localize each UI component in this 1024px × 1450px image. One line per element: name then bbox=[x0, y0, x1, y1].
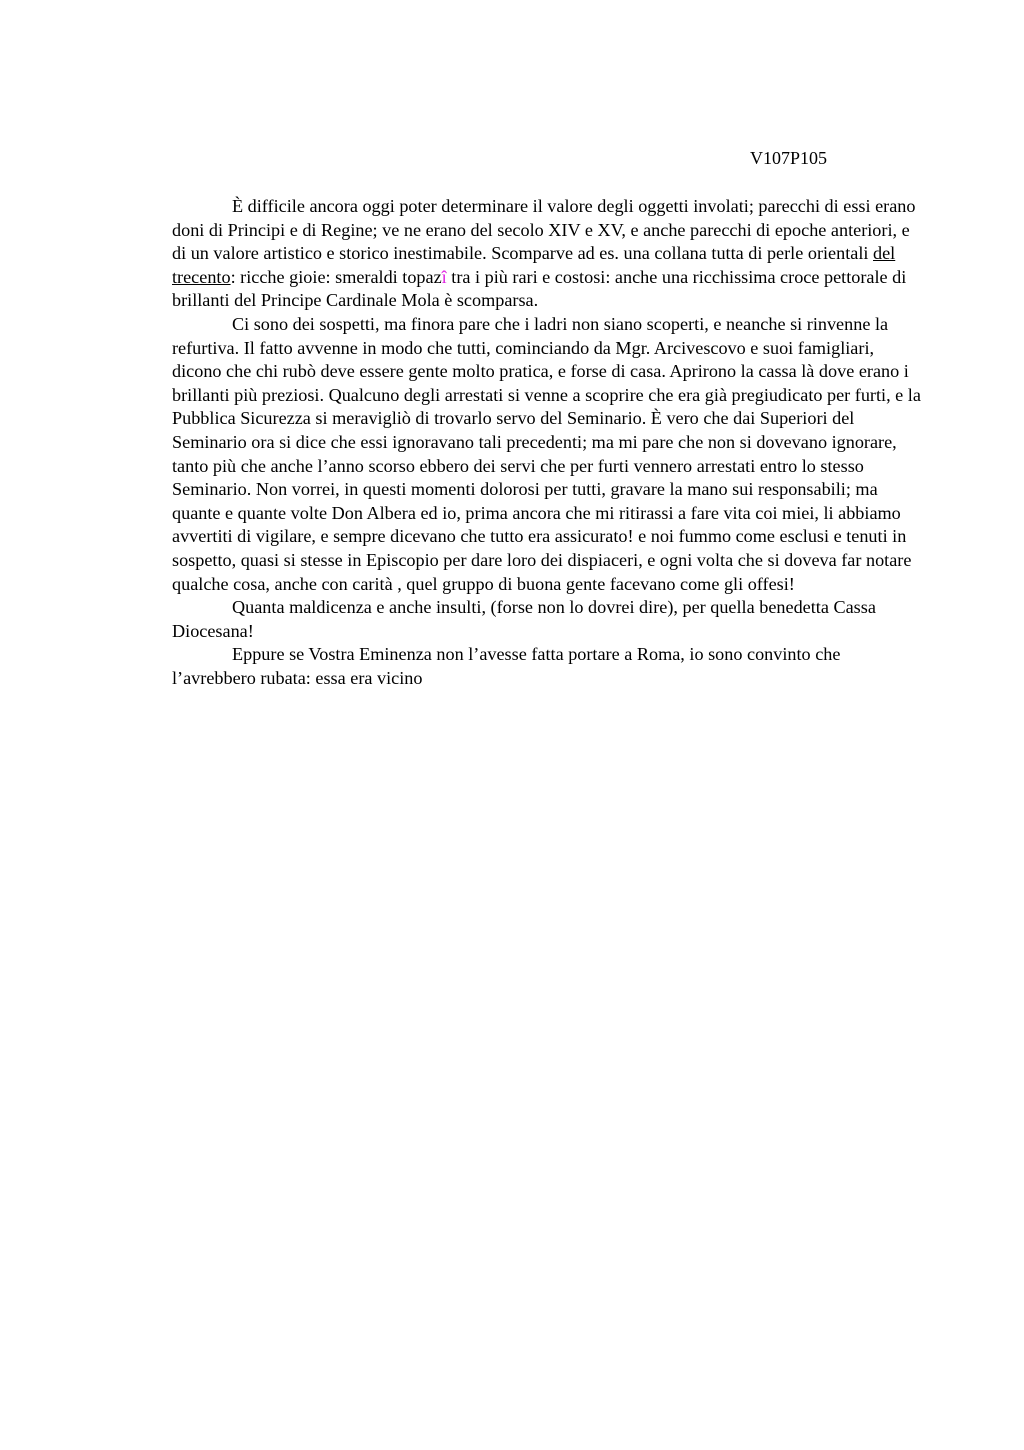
paragraph-2: Ci sono dei sospetti, ma finora pare che i ladri non siano scoperti, e neanche si rinvenne la refurtiva. Il fatto avvenne in modo che tutti, cominciando da Mgr. Arcivescovo e suoi famigliari, dicono che chi rubò deve essere gente molto pratica, e forse di casa. Aprirono la cassa là dove erano i brillanti più preziosi. Qualcuno degli arrestati si venne a scoprire che era già pregiudicato per furti, e la Pubblica Sicurezza si meravigliò di trovarlo servo del Seminario. È vero che dai Superiori del Seminario ora si dice che essi ignoravano tali precedenti; ma mi pare che non si dovevano ignorare, tanto più che anche l’anno scorso ebbero dei servi che per furti vennero arrestati entro lo stesso Seminario. Non vorrei, in questi momenti dolorosi per tutti, gravare la mano sui responsabili; ma quante e quante volte Don Albera ed io, prima ancora che mi ritirassi a fare vita coi miei, li abbiamo avvertiti di vigilare, e sempre dicevano che tutto era assicurato! e noi fummo come esclusi e tenuti in sospetto, quasi si stesse in Episcopio per dare loro dei dispiaceri, e ogni volta che si doveva far notare qualche cosa, anche con carità , quel gruppo di buona gente facevano come gli offesi! bbox=[172, 313, 921, 594]
highlighted-character: î bbox=[441, 266, 447, 287]
paragraph-1-text-middle: : ricche gioie: smeraldi topaz bbox=[230, 266, 442, 287]
paragraph-4: Eppure se Vostra Eminenza non l’avesse fatta portare a Roma, io sono convinto che l’avrebbero rubata: essa era vicino bbox=[172, 644, 841, 688]
paragraph-1-text-end: tra i più rari e costosi: anche una ricchissima croce pettorale di brillanti del Principe Cardinale Mola è scomparsa. bbox=[172, 266, 907, 311]
letter-body bbox=[172, 195, 928, 690]
page-reference: V107P105 bbox=[750, 148, 828, 168]
paragraph-1-text-start: È difficile ancora oggi poter determinare il valore degli oggetti involati; parecchi di essi erano doni di Principi e di Regine; ve ne erano del secolo XIV e XV, e anche parecchi di epoche anteriori, e di un valore artistico e storico inestimabile. Scomparve ad es. una collana tutta di perle orientali bbox=[172, 196, 916, 264]
underlined-phrase: del trecento bbox=[172, 243, 896, 287]
paragraph-1 bbox=[172, 195, 928, 313]
paragraph-3: Quanta maldicenza e anche insulti, (forse non lo dovrei dire), per quella benedetta Cassa Diocesana! bbox=[172, 597, 876, 641]
